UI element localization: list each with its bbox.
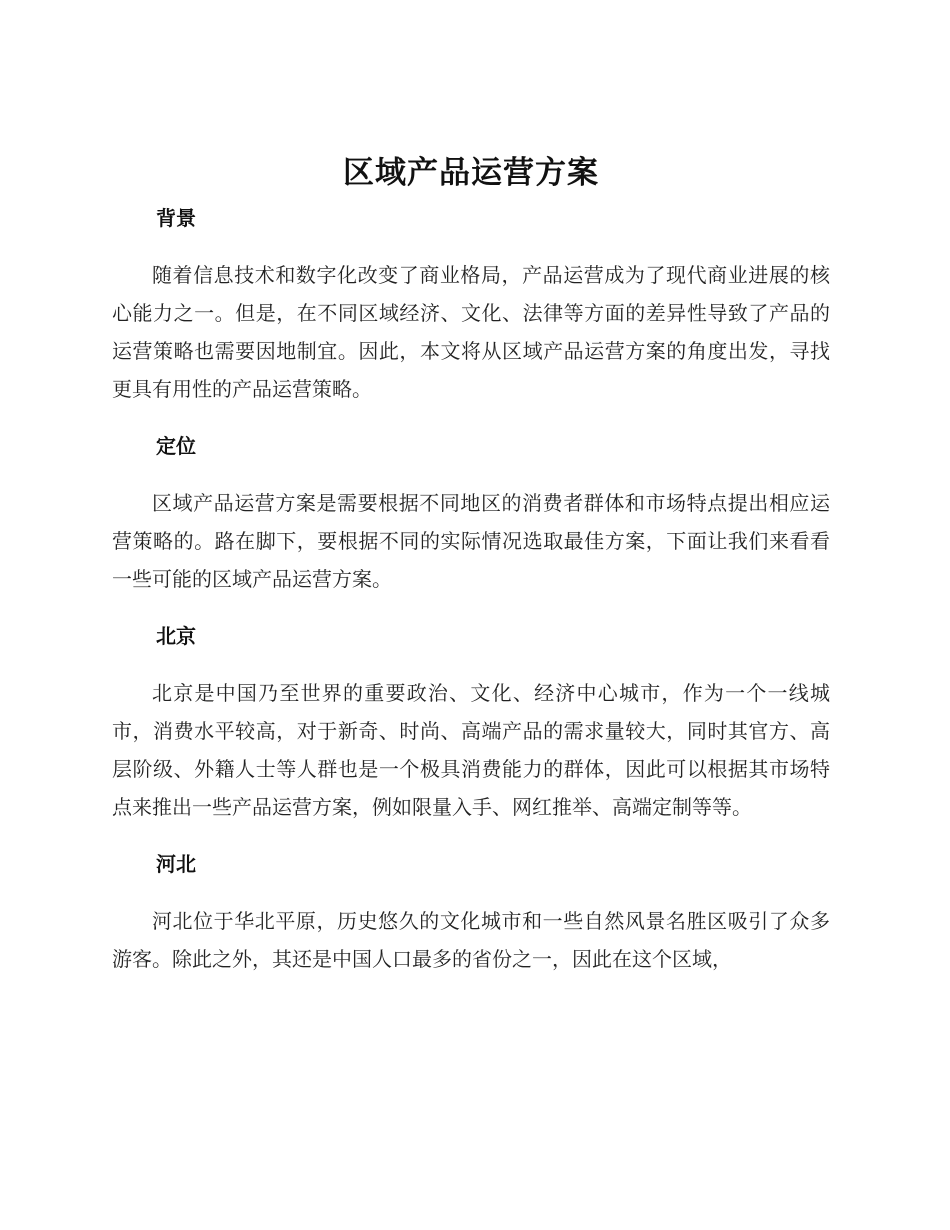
section-heading-positioning: 定位: [156, 434, 196, 458]
section-body-background: 随着信息技术和数字化改变了商业格局，产品运营成为了现代商业进展的核心能力之一。但是，在不同区域经济、文化、法律等方面的差异性导致了产品的运营策略也需要因地制宜。因此，本文将从区域产品运营方案的角度出发，寻找更具有用性的产品运营策略。: [112, 263, 830, 401]
document-content: [112, 150, 830, 1000]
section-body-hebei: 河北位于华北平原，历史悠久的文化城市和一些自然风景名胜区吸引了众多游客。除此之外，其还是中国人口最多的省份之一，因此在这个区域，: [112, 909, 830, 971]
section-body-beijing: 北京是中国乃至世界的重要政治、文化、经济中心城市，作为一个一线城市，消费水平较高，对于新奇、时尚、高端产品的需求量较大，同时其官方、高层阶级、外籍人士等人群也是一个极具消费能力的群体，因此可以根据其市场特点来推出一些产品运营方案，例如限量入手、网红推举、高端定制等等。: [112, 681, 830, 819]
section-heading-hebei: 河北: [156, 852, 196, 876]
section-heading-background: 背景: [156, 206, 196, 230]
section-heading-beijing: 北京: [156, 624, 196, 648]
document-title: 区域产品运营方案: [343, 155, 599, 191]
section-body-positioning: 区域产品运营方案是需要根据不同地区的消费者群体和市场特点提出相应运营策略的。路在脚下，要根据不同的实际情况选取最佳方案，下面让我们来看看一些可能的区域产品运营方案。: [112, 491, 830, 591]
